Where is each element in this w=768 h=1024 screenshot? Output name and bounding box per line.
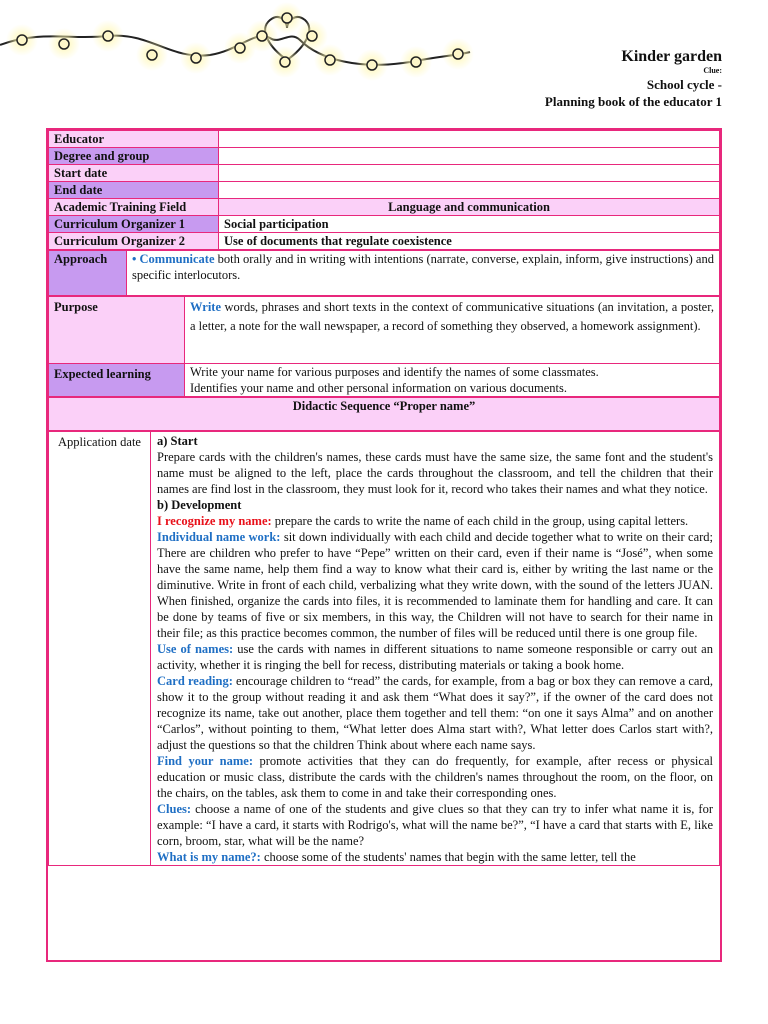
learning-text [185,364,720,397]
application-date-label: Application date [49,432,151,866]
activity-text: sit down individually with each child and decide together what to write on their card; There are children who prefer to have “Pepe” written on their card, even if their name is “José”, when some have the same name, help them find a way to know what their card is, either by writing the last name or the diminutive. Write in front of each child, verbalizing what they write down, with the sound of the letters JUAN. When finished, organize the cards into files, it is recommended to laminate them for handling and care. It can be done by teams of five or six members, in this way, the Children will not have to search for their name in their file; as this practice becomes common, the number of files will be reduced until there is one group file. [157,530,714,640]
row-organizer-1 [49,216,720,233]
activity-find-your-name [157,753,713,801]
row-educator [49,131,720,148]
activity-individual-name-work [157,529,713,641]
activity-recognize-name [157,513,713,529]
purpose-key: Write [190,300,222,314]
heart-garland-decoration [0,0,480,90]
row-expected-learning [49,364,720,397]
start-date-label: Start date [49,165,219,182]
purpose-body: words, phrases and short texts in the context of communicative situations (an invitation, a poster, a letter, a note for the wall newspaper, a record of something they observed, a homework assignment). [190,300,714,333]
educator-field[interactable] [219,131,720,148]
activity-use-of-names [157,641,713,673]
organizer-2-value: Use of documents that regulate coexistence [219,233,720,250]
field-label: Academic Training Field [49,199,219,216]
activity-text: choose some of the students' names that begin with the same letter, tell the [260,850,636,864]
activity-text: use the cards with names in different situations to name someone responsible or carry out an activity, whether it is ringing the bell for recess, distributing materials or taking a book home. [157,642,713,672]
application-body [151,432,720,866]
row-field [49,199,720,216]
activity-text: prepare the cards to write the name of each child in the group, using capital letters. [271,514,689,528]
learning-line-1: Write your name for various purposes and identify the names of some classmates. [190,365,599,379]
approach-body: both orally and in writing with intentions (narrate, converse, explain, inform, give instructions) and specific interlocutors. [132,252,714,282]
row-organizer-2 [49,233,720,250]
purpose-label: Purpose [49,297,185,364]
header-book: Planning book of the educator 1 [544,94,722,109]
end-date-label: End date [49,182,219,199]
organizer-1-label: Curriculum Organizer 1 [49,216,219,233]
sequence-table [48,397,720,431]
row-approach [49,251,720,296]
activity-text: encourage children to “read” the cards, for example, from a bag or box they can remove a card, show it to the group without reading it and ask them “What does it say?”, if the owner of the card does not recognize its name, take out another, place them together and tell them: “on one it says Alma” and on another “Carlos”, without pointing to them, “What letter does Alma start with?, What letter does Carlos start with?, adjust the questions so that the children Think about where each name says. [157,674,713,752]
row-start-date [49,165,720,182]
activity-key: Individual name work: [157,530,281,544]
application-table [48,431,720,866]
activity-key: Clues: [157,802,192,816]
organizer-2-label: Curriculum Organizer 2 [49,233,219,250]
header-clue: Clue: [703,66,722,75]
start-text: Prepare cards with the children's names, these cards must have the same size, the same font and the student's name must be aligned to the left, place the cards throughout the classroom, and tell the children that their names are find lost in the classroom, they must look for it, record who takes their names and what they notice. [157,450,713,496]
purpose-table [48,296,720,397]
approach-text [127,251,720,296]
degree-field[interactable] [219,148,720,165]
purpose-text [185,297,720,364]
header-cycle: School cycle - [646,77,722,92]
activity-key: Use of names: [157,642,234,656]
educator-label: Educator [49,131,219,148]
start-heading: a) Start [157,434,198,448]
development-heading: b) Development [157,498,242,512]
header-title: Kinder garden [621,48,722,65]
row-application [49,432,720,866]
activity-key: Find your name: [157,754,254,768]
approach-table [48,250,720,296]
activity-key: Card reading: [157,674,233,688]
learning-label: Expected learning [49,364,185,397]
document-header [545,48,722,110]
approach-label: Approach [49,251,127,296]
planning-sheet [46,128,722,962]
sequence-title: Didactic Sequence “Proper name” [49,398,720,431]
end-date-field[interactable] [219,182,720,199]
activity-card-reading [157,673,713,753]
activity-key: What is my name?: [157,850,261,864]
activity-key: I recognize my name: [157,514,272,528]
approach-key: • Communicate [132,252,215,266]
learning-line-2: Identifies your name and other personal information on various documents. [190,381,567,395]
organizer-1-value: Social participation [219,216,720,233]
activity-text: choose a name of one of the students and give clues so that they can try to infer what name it is, for example: “I have a card, it starts with Rodrigo's, what will the name be?”, “I have a card that starts with E, like corn, broom, star, what will be the name? [157,802,713,848]
field-value: Language and communication [219,199,720,216]
row-degree [49,148,720,165]
start-date-field[interactable] [219,165,720,182]
activity-what-is-my-name [157,849,713,865]
planning-table [48,130,720,250]
degree-label: Degree and group [49,148,219,165]
activity-clues [157,801,713,849]
row-purpose [49,297,720,364]
row-end-date [49,182,720,199]
activity-text: promote activities that they can do frequently, for example, after recess or physical education or music class, distribute the cards with the children's names throughout the room, on the floor, on the chairs, on the tables, ask them to come in and take their corresponding ones. [157,754,713,800]
